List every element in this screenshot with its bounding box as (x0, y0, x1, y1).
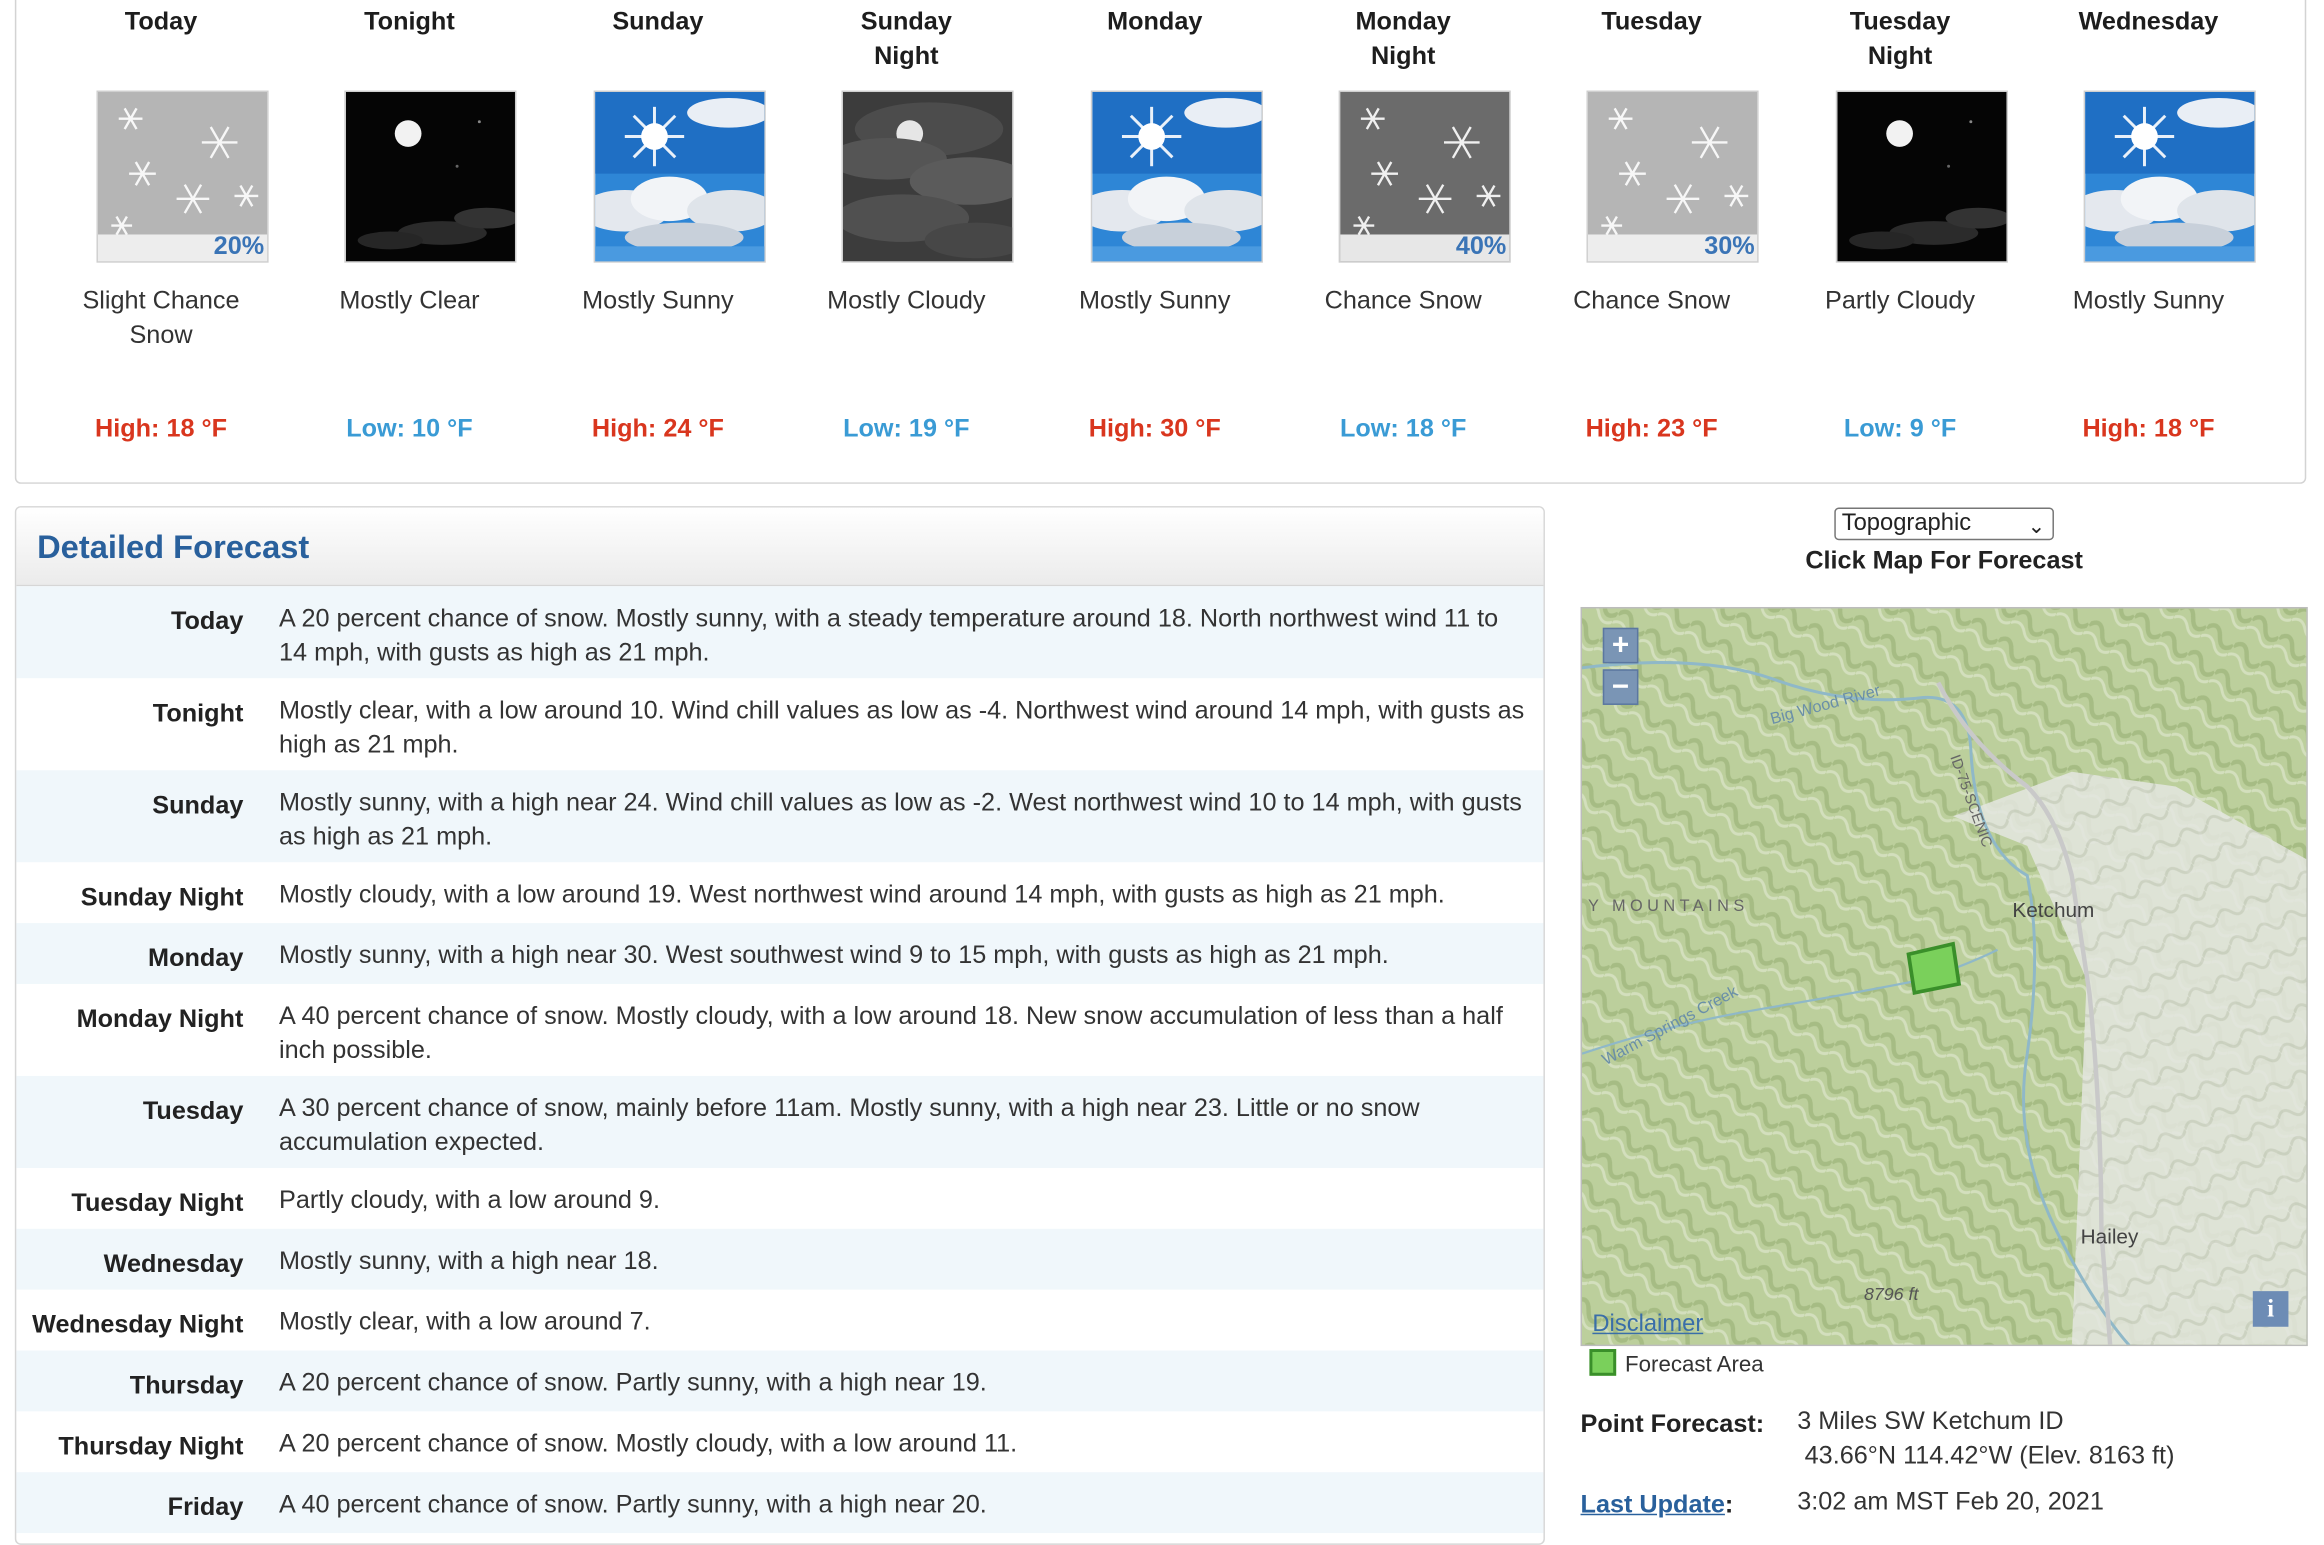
clear-night-icon[interactable] (345, 91, 517, 263)
forecast-row (16, 770, 1543, 862)
high-temp: High: 18 °F (95, 414, 228, 443)
short-description: Chance Snow (1573, 286, 1731, 315)
row-period: Sunday (152, 791, 244, 820)
row-period: Wednesday Night (32, 1310, 244, 1339)
short-description: Mostly Sunny (1079, 286, 1231, 315)
clear-night-icon[interactable] (1835, 91, 2007, 263)
river-label: Big Wood River (1768, 681, 1883, 729)
info-icon[interactable]: i (2253, 1291, 2289, 1327)
row-text: Mostly cloudy, with a low around 19. West northwest wind around 14 mph, with gusts as high as 21 mph. (279, 880, 1445, 909)
chevron-down-icon: ⌄ (2027, 513, 2046, 538)
period-name: Sunday (612, 7, 704, 36)
snow-day-icon[interactable] (96, 91, 268, 263)
forecast-row (16, 1351, 1543, 1412)
forecast-row (16, 1411, 1543, 1472)
sunny-icon[interactable] (2084, 91, 2256, 263)
row-text: Mostly clear, with a low around 7. (279, 1307, 651, 1336)
row-text: A 20 percent chance of snow. Partly sunny, with a high near 19. (279, 1368, 987, 1397)
forecast-row (16, 1229, 1543, 1290)
row-period: Monday Night (76, 1004, 244, 1033)
forecast-area-marker[interactable] (1909, 944, 1959, 993)
short-description: Mostly Cloudy (827, 286, 986, 315)
row-period: Friday (167, 1492, 244, 1522)
point-forecast-label: Point Forecast: (1580, 1409, 1765, 1439)
snow-night-icon[interactable] (1339, 91, 1511, 263)
high-temp: High: 18 °F (2082, 414, 2215, 443)
low-temp: Low: 19 °F (843, 414, 970, 443)
low-temp: Low: 9 °F (1843, 414, 1957, 443)
forecast-row (16, 1472, 1543, 1533)
row-text: Mostly sunny, with a high near 30. West southwest wind 9 to 15 mph, with gusts as high as 21 mph. (279, 940, 1389, 970)
snow-day-icon[interactable] (1587, 91, 1759, 263)
forecast-map[interactable] (1581, 607, 2308, 1346)
creek-label: Warm Springs Creek (1599, 982, 1741, 1070)
detailed-forecast-rows (16, 586, 1543, 1533)
legend-label: Forecast Area (1625, 1351, 1764, 1378)
last-update-label (1581, 1490, 1734, 1520)
row-text: A 30 percent chance of snow, mainly before 11am. Mostly sunny, with a high near 23. Little or no snow accumulation expected. (279, 1093, 1420, 1157)
last-update-colon: : (1724, 1490, 1734, 1519)
point-forecast-name: 3 Miles SW Ketchum ID (1797, 1406, 2064, 1436)
precip-chance: 30% (1704, 231, 1755, 260)
precip-chance: 40% (1455, 231, 1507, 260)
map-type-select[interactable] (1834, 508, 2054, 541)
mountains-label: Y MOUNTAINS (1587, 897, 1749, 916)
row-text: A 20 percent chance of snow. Mostly cloudy, with a low around 11. (279, 1429, 1018, 1458)
forecast-row (16, 1076, 1543, 1168)
last-update-link[interactable]: Last Update (1580, 1490, 1725, 1519)
forecast-area-swatch-icon (1589, 1349, 1616, 1376)
row-period: Wednesday (103, 1249, 244, 1278)
map-legend (1589, 1349, 1763, 1377)
period-name: Monday Night (1355, 7, 1451, 70)
elevation-label: 8796 ft (1863, 1284, 1919, 1305)
low-temp: Low: 18 °F (1339, 414, 1467, 443)
short-description: Mostly Clear (339, 286, 480, 315)
row-text: Mostly clear, with a low around 10. Wind chill values as low as -4. Northwest wind around 14 mph, with gusts as high as 21 mph. (279, 696, 1525, 759)
period-name: Today (124, 7, 198, 36)
forecast-row (16, 1168, 1543, 1229)
precip-chance: 20% (213, 231, 265, 260)
forecast-row (16, 678, 1543, 770)
low-temp: Low: 10 °F (346, 414, 473, 443)
row-period: Monday (148, 943, 244, 973)
map-hint: Click Map For Forecast (1805, 546, 2083, 575)
sunny-icon[interactable] (593, 91, 765, 263)
disclaimer-link[interactable]: Disclaimer (1592, 1311, 1704, 1338)
forecast-row (16, 1290, 1543, 1351)
cloudy-night-icon[interactable] (842, 91, 1014, 263)
row-period: Today (170, 606, 244, 636)
zoom-out-button[interactable]: − (1603, 669, 1639, 705)
zoom-in-button[interactable]: + (1603, 628, 1639, 664)
high-temp: High: 30 °F (1088, 414, 1221, 443)
map-type-value: Topographic (1841, 510, 1972, 536)
high-temp: High: 23 °F (1585, 414, 1718, 443)
town-label-ketchum: Ketchum (2012, 899, 2095, 923)
row-period: Sunday Night (80, 883, 244, 912)
town-label-hailey: Hailey (2080, 1225, 2139, 1249)
row-period: Tuesday (142, 1096, 244, 1125)
row-text: Mostly sunny, with a high near 24. Wind chill values as low as -2. West northwest wind 10 to 14 mph, with gusts as high as 21 mph. (279, 788, 1522, 851)
short-description: Slight Chance Snow (82, 286, 240, 349)
row-text: Mostly sunny, with a high near 18. (279, 1246, 659, 1275)
short-description: Mostly Sunny (582, 286, 734, 315)
period-name: Sunday Night (860, 7, 952, 70)
row-text: A 40 percent chance of snow. Mostly cloudy, with a low around 18. New snow accumulation of less than a half inch possible. (279, 1001, 1503, 1065)
sunny-icon[interactable] (1090, 91, 1262, 263)
topographic-map[interactable] (1582, 608, 2308, 1346)
forecast-row (16, 586, 1543, 678)
short-description: Chance Snow (1324, 286, 1482, 315)
detailed-forecast-panel (15, 506, 1545, 1545)
period-name: Tuesday Night (1849, 7, 1951, 70)
short-description: Partly Cloudy (1825, 286, 1976, 315)
seven-day-forecast (15, 0, 2306, 484)
row-period: Tuesday Night (71, 1188, 244, 1217)
forecast-row (16, 984, 1543, 1076)
short-description: Mostly Sunny (2072, 286, 2225, 315)
row-period: Thursday Night (58, 1432, 244, 1461)
point-forecast-coords: 43.66°N 114.42°W (Elev. 8163 ft) (1804, 1441, 2175, 1470)
high-temp: High: 24 °F (591, 414, 724, 443)
row-text: Partly cloudy, with a low around 9. (279, 1185, 660, 1214)
detailed-forecast-title: Detailed Forecast (37, 528, 310, 566)
forecast-row (16, 862, 1543, 923)
row-text: A 20 percent chance of snow. Mostly sunny, with a steady temperature around 18. North northwest wind 11 to 14 mph, with gusts as high as 21 mph. (279, 604, 1499, 667)
forecast-row (16, 923, 1543, 984)
last-update-value: 3:02 am MST Feb 20, 2021 (1797, 1487, 2104, 1516)
period-name: Tonight (364, 7, 455, 36)
row-text: A 40 percent chance of snow. Partly sunny, with a high near 20. (279, 1490, 987, 1519)
row-period: Thursday (129, 1371, 244, 1400)
period-name: Monday (1107, 7, 1203, 36)
highway-label: ID-75-SCENIC (1946, 752, 1995, 850)
period-name: Wednesday (2078, 7, 2219, 36)
detailed-forecast-header (16, 508, 1543, 587)
period-name: Tuesday (1601, 7, 1702, 36)
row-period: Tonight (152, 698, 244, 728)
